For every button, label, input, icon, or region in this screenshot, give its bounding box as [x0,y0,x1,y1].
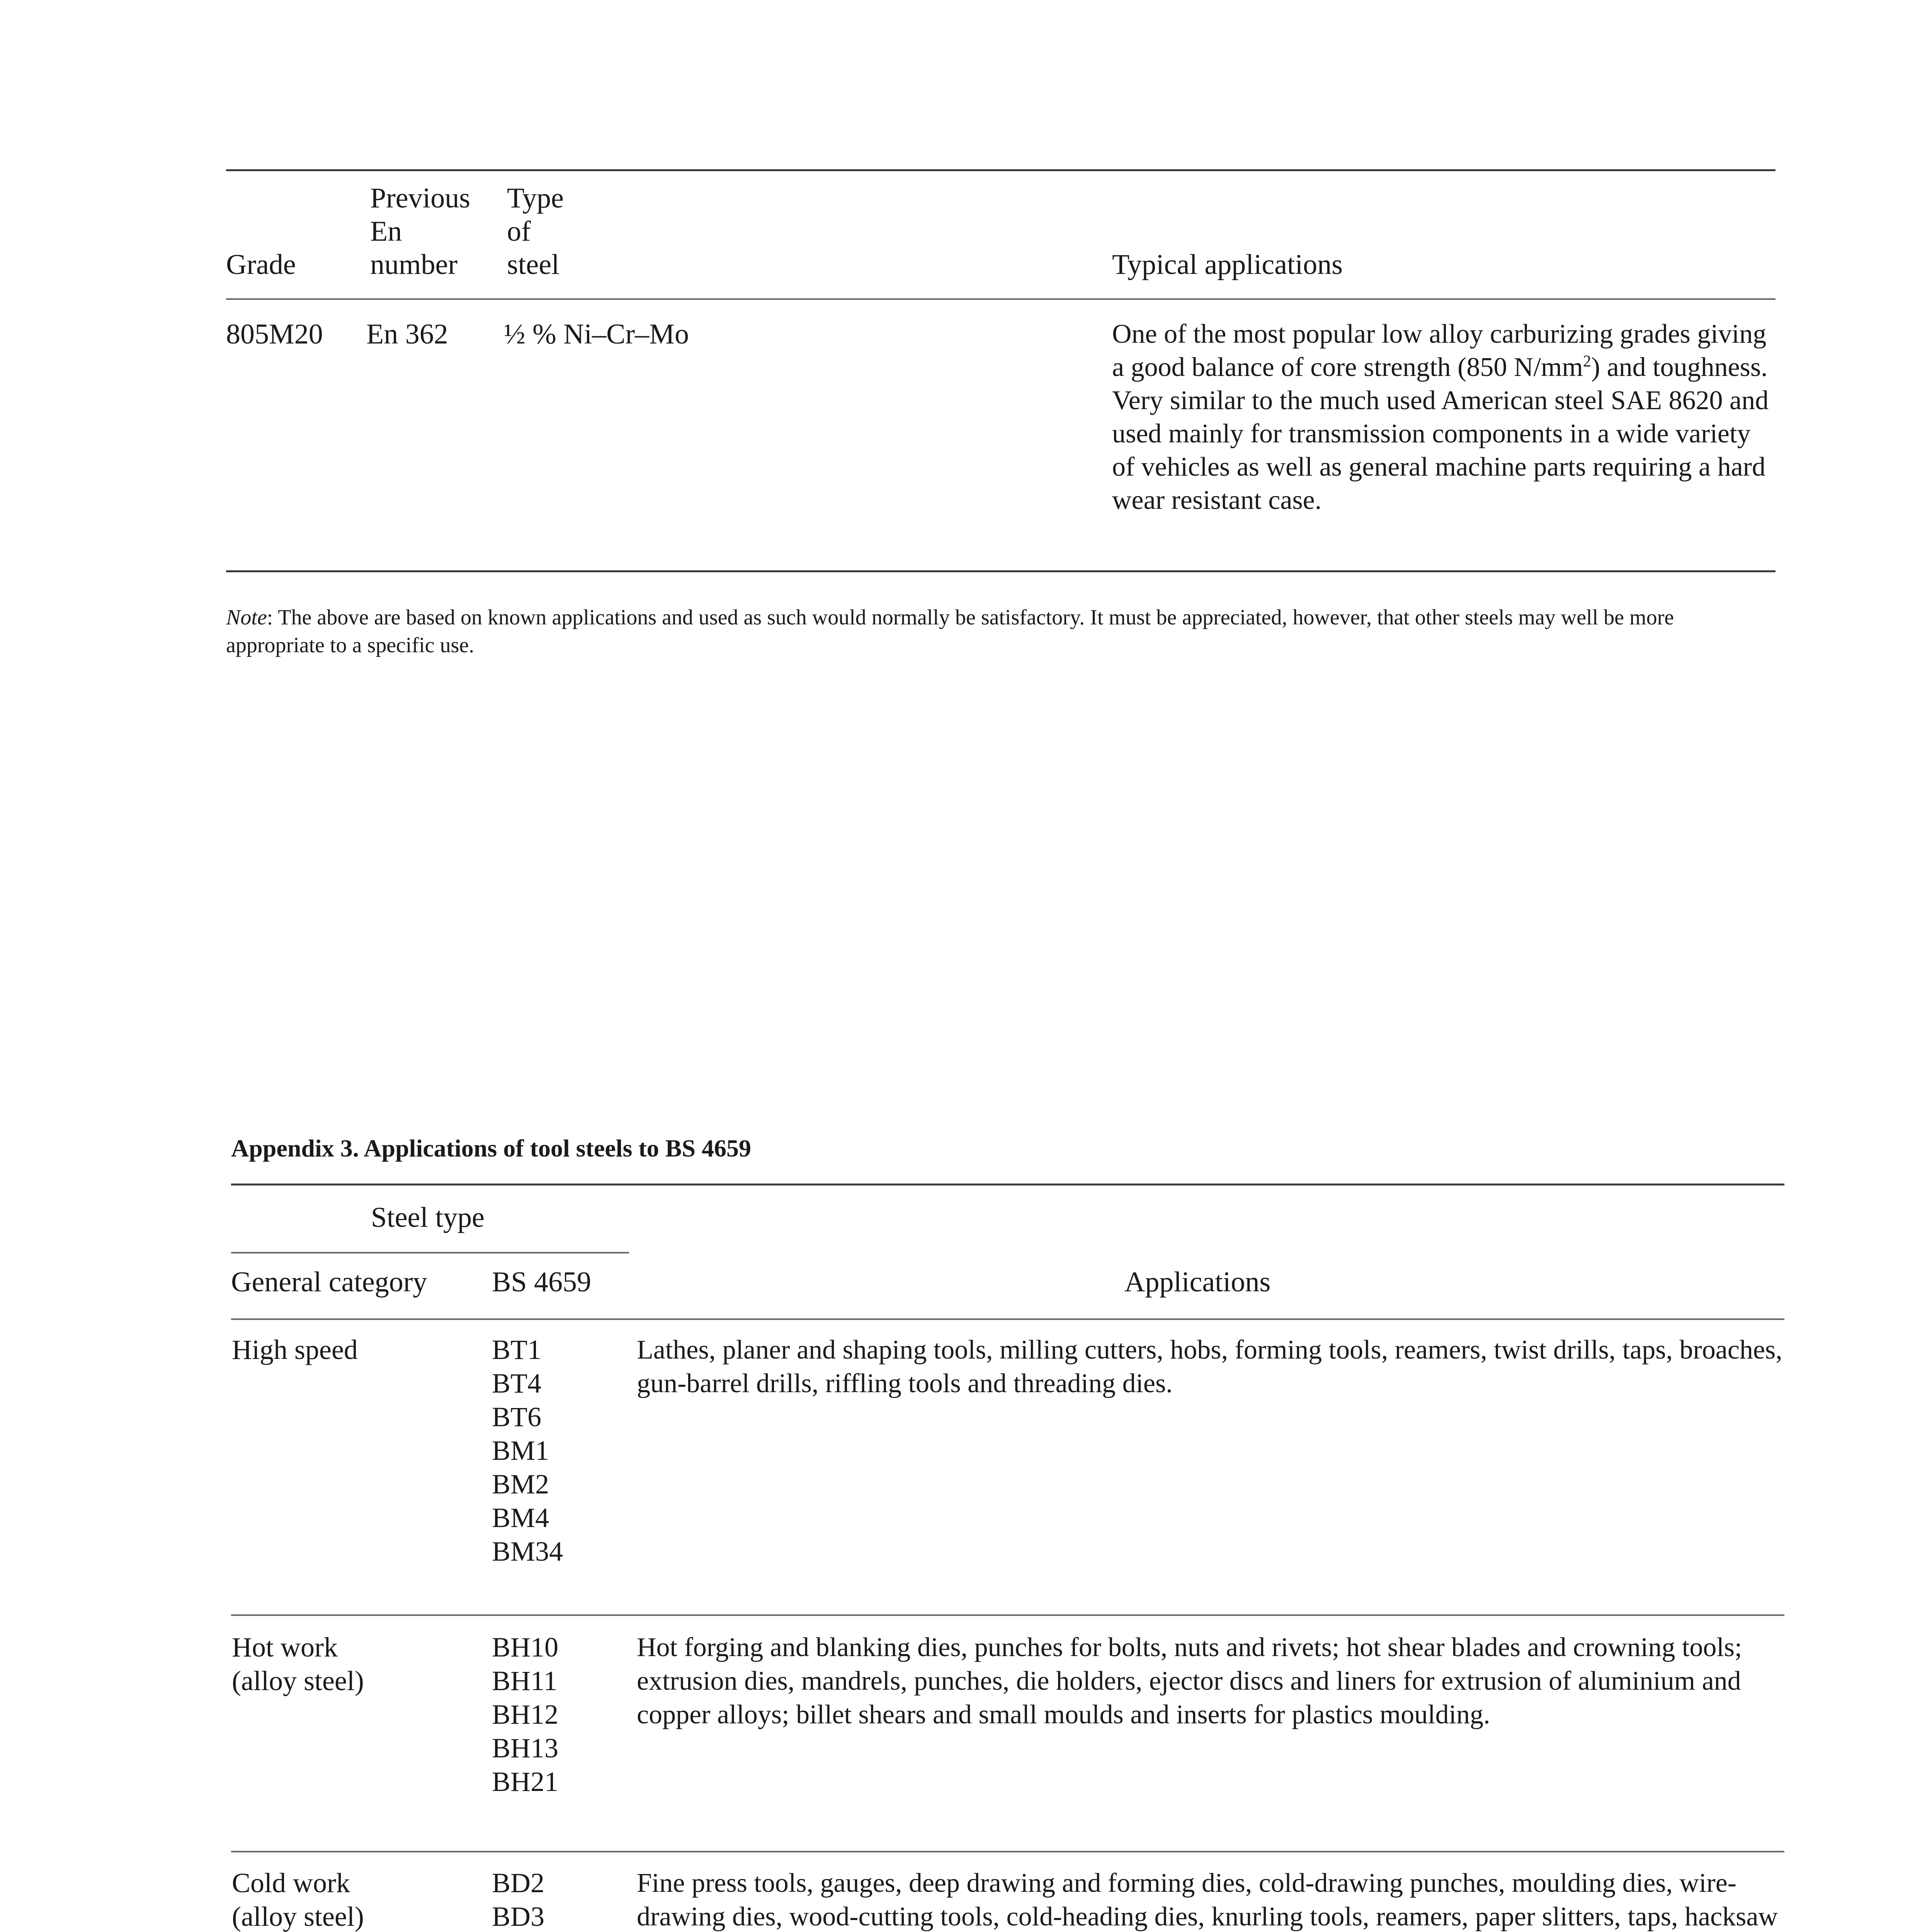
grades-header-type: Type of steel [507,182,564,281]
appendix-header-applications: Applications [1124,1266,1271,1298]
row-hot-work-category: Hot work (alloy steel) [232,1632,364,1696]
grades-header-previous-en: Previous En number [370,182,470,281]
table-note: Note: The above are based on known applications and used as such would normally be satisfactory. It must be appreciated, however, that other steels may well be more appropriate to a specific use. [226,605,1674,657]
grades-header-applications: Typical applications [1112,249,1343,281]
row-cold-work-applications: Fine press tools, gauges, deep drawing and forming dies, cold-drawing punches, moulding dies, wire-drawing dies, wood-cutting tools, cold-heading dies, knurling tools, reamers, paper slitters, taps, hacksaw [637,1868,1778,1932]
grades-row-applications: One of the most popular low alloy carburizing grades giving a good balance of core strength (850 $N/mm^2$) and toughness. Very similar to the much used American steel SAE 8620 and used mainly for transmission components in a wide variety of vehicles as well as general machine parts requiring a hard wear resistant case. [1112,319,1769,515]
grades-table-bottom-rule [226,570,1776,572]
appendix-title: Appendix 3. Applications of tool steels to BS 4659 [231,1134,751,1162]
grades-table-top-rule [226,169,1776,171]
steel-type-underline [231,1252,629,1253]
appendix-header-rule [231,1318,1784,1320]
appendix-top-rule [231,1184,1784,1185]
row-cold-work-category: Cold work (alloy steel) [232,1867,364,1932]
appendix-header-general-category: General category [231,1266,427,1298]
row-cold-work-codes: BD2 BD3 [492,1867,545,1932]
row-hot-work-applications: Hot forging and blanking dies, punches for bolts, nuts and rivets; hot shear blades and crowning tools; extrusion dies, mandrels, punches, die holders, ejector discs and liners for extrusion of aluminium and copper alloys; billet shears and small moulds and inserts for plastics moulding. [637,1633,1742,1730]
row-hot-work-codes: BH10 BH11 BH12 BH13 BH21 [492,1632,559,1797]
row-hot-work-rule [231,1851,1784,1852]
appendix-header-steel-type: Steel type [371,1202,485,1233]
grades-row-type: ½ % Ni–Cr–Mo [504,318,689,350]
grades-row-grade: 805M20 [226,318,323,350]
grades-header-rule [226,298,1776,300]
appendix-header-bs4659: BS 4659 [492,1266,592,1298]
row-high-speed-category: High speed [232,1334,358,1365]
row-high-speed-rule [231,1614,1784,1616]
row-high-speed-codes: BT1 BT4 BT6 BM1 BM2 BM4 BM34 [492,1334,563,1567]
grades-row-en: En 362 [366,318,448,350]
grades-header-grade: Grade [226,249,296,281]
row-high-speed-applications: Lathes, planer and shaping tools, milling cutters, hobs, forming tools, reamers, twist drills, taps, broaches, gun-barrel drills, riffling tools and threading dies. [637,1335,1782,1398]
